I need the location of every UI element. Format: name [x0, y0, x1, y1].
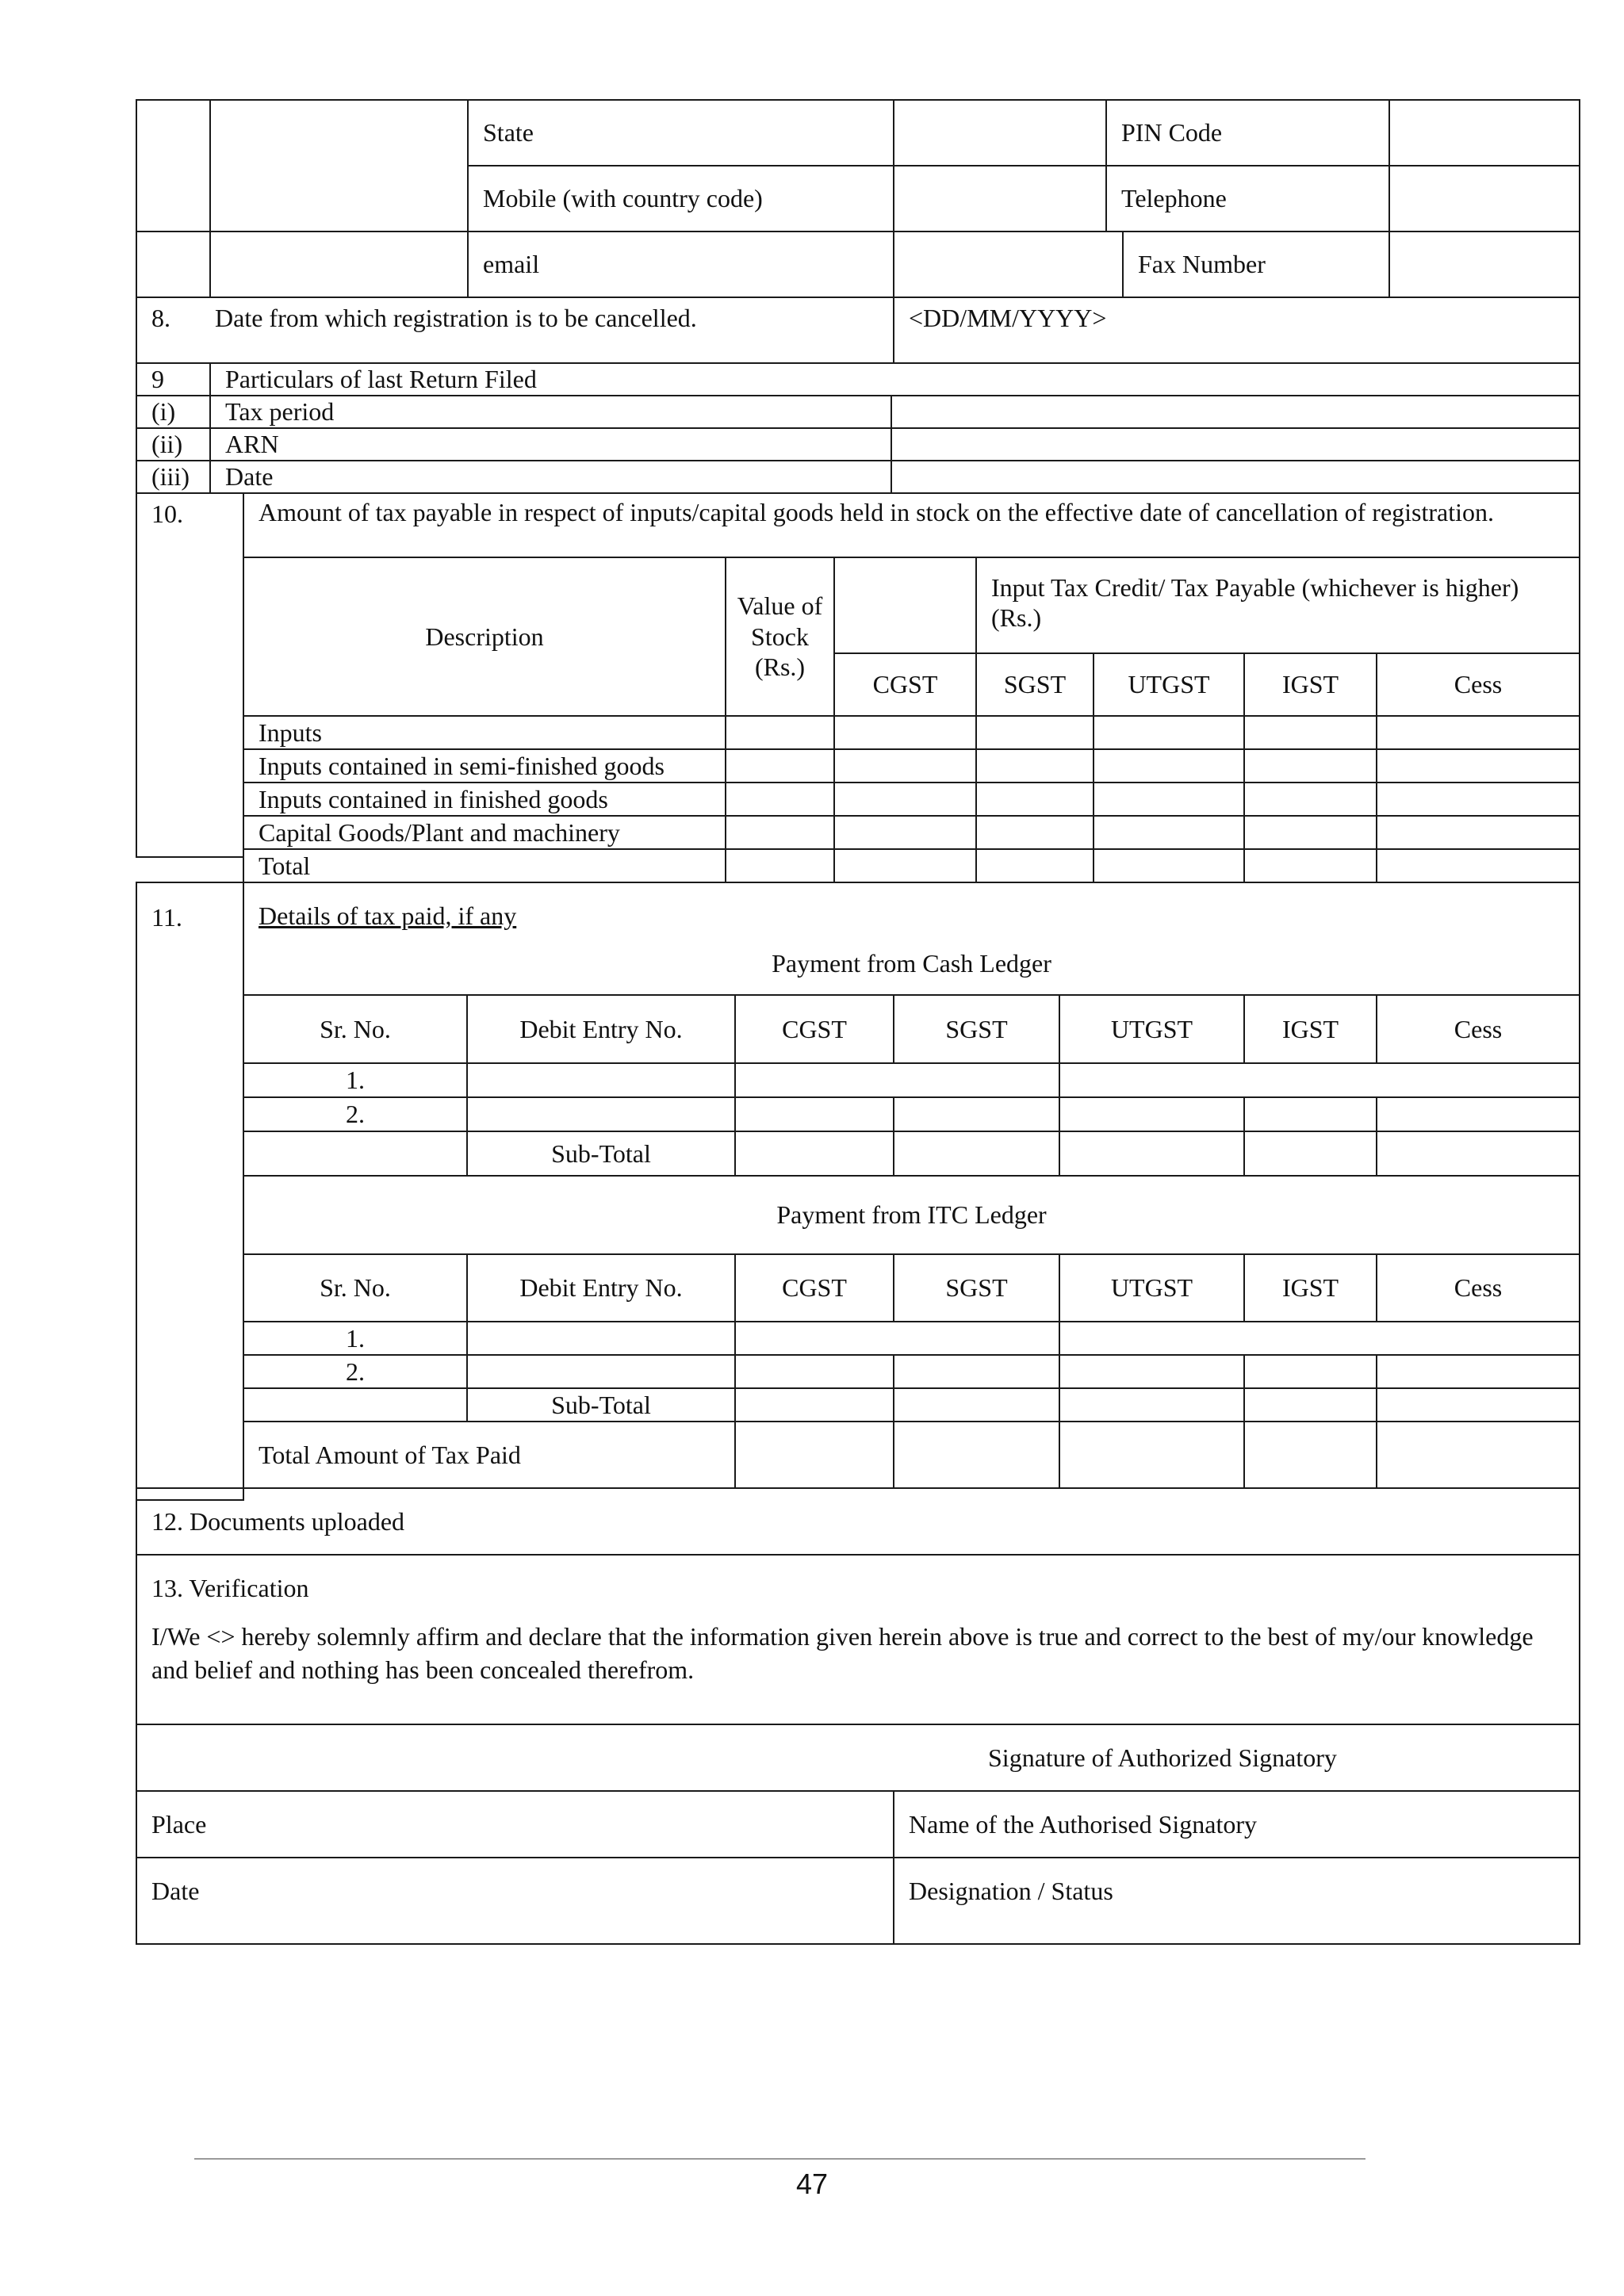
cgst-field[interactable]	[833, 815, 977, 850]
sgst-field[interactable]	[975, 782, 1094, 817]
cgst-header: CGST	[734, 994, 894, 1064]
fax-number-label: Fax Number	[1122, 231, 1390, 298]
sgst-field[interactable]	[975, 815, 1094, 850]
verification-declaration: I/We <> hereby solemnly affirm and declare that the information given herein above is true and correct to the best of my/our knowledge and belief and nothing has been concealed therefrom.	[151, 1622, 1534, 1684]
blank-num-cell	[136, 231, 211, 298]
sgst-total-field[interactable]	[893, 1421, 1060, 1489]
tax-paid-title: Details of tax paid, if any	[259, 901, 517, 930]
cess-field[interactable]	[1376, 715, 1580, 750]
blank-label-cell	[209, 231, 469, 298]
place-label: Place	[151, 1809, 207, 1839]
cess-header: Cess	[1376, 1253, 1580, 1322]
blank-cell	[243, 1387, 468, 1422]
igst-field[interactable]	[1243, 1354, 1377, 1389]
stock-value-field[interactable]	[725, 748, 835, 783]
arn-label: ARN	[209, 427, 892, 461]
section-number: 11.	[136, 882, 244, 1501]
igst-total-field[interactable]	[1243, 1421, 1377, 1489]
state-label: State	[467, 99, 894, 166]
igst-header: IGST	[1243, 1253, 1377, 1322]
debit-entry-header: Debit Entry No.	[466, 994, 736, 1064]
section-number: 10.	[136, 492, 244, 858]
igst-field[interactable]	[1243, 815, 1377, 850]
return-date-field[interactable]	[891, 460, 1580, 494]
sgst-header: SGST	[975, 652, 1094, 717]
telephone-label: Telephone	[1105, 165, 1390, 232]
cgst-field[interactable]	[833, 782, 977, 817]
igst-field[interactable]	[1243, 848, 1377, 883]
verification-label: 13. Verification	[151, 1574, 309, 1602]
cgst-field[interactable]	[833, 748, 977, 783]
stock-row-label: Capital Goods/Plant and machinery	[243, 815, 726, 850]
stock-total-label: Total	[243, 848, 726, 883]
cgst-header: CGST	[833, 652, 977, 717]
cgst-field[interactable]	[734, 1354, 894, 1389]
igst-field[interactable]	[1243, 782, 1377, 817]
igst-subtotal-field[interactable]	[1243, 1387, 1377, 1422]
registration-cancel-date-row	[136, 297, 894, 364]
serial-number: 1.	[243, 1062, 468, 1098]
sgst-field[interactable]	[893, 1354, 1060, 1389]
cess-field[interactable]	[1376, 782, 1580, 817]
value-of-stock-header: Value of Stock (Rs.)	[725, 557, 835, 717]
cess-total-field[interactable]	[1376, 1421, 1580, 1489]
igst-subtotal-field[interactable]	[1243, 1131, 1377, 1177]
return-date-label: Date	[209, 460, 892, 494]
serial-number: 1.	[243, 1321, 468, 1356]
debit-entry-field[interactable]	[466, 1321, 736, 1356]
state-field[interactable]	[893, 99, 1107, 166]
telephone-field[interactable]	[1388, 165, 1580, 232]
cess-header: Cess	[1376, 652, 1580, 717]
designation-label: Designation / Status	[909, 1877, 1113, 1905]
sub-total-label: Sub-Total	[466, 1387, 736, 1422]
blank-num-cell	[136, 99, 211, 232]
sgst-header: SGST	[893, 1253, 1060, 1322]
utgst-header: UTGST	[1093, 652, 1245, 717]
row-number: (iii)	[136, 460, 211, 494]
stock-value-field[interactable]	[725, 782, 835, 817]
designation-field[interactable]	[893, 1857, 1580, 1945]
cess-field[interactable]	[1376, 1096, 1580, 1132]
serial-number: 2.	[243, 1354, 468, 1389]
footer-rule	[194, 2158, 1365, 2160]
fax-number-field[interactable]	[1388, 231, 1580, 298]
utgst-total-field[interactable]	[1059, 1421, 1245, 1489]
blank-label-cell	[209, 99, 469, 232]
last-return-heading: Particulars of last Return Filed	[209, 362, 1580, 396]
page-number: 47	[795, 2168, 829, 2200]
cess-header: Cess	[1376, 994, 1580, 1064]
igst-header: IGST	[1243, 994, 1377, 1064]
section-label: Date from which registration is to be cancelled.	[215, 304, 697, 332]
mobile-field[interactable]	[893, 165, 1107, 232]
sgst-field[interactable]	[893, 1096, 1060, 1132]
stock-value-field[interactable]	[725, 815, 835, 850]
sgst-subtotal-field[interactable]	[893, 1387, 1060, 1422]
cess-field[interactable]	[1376, 848, 1580, 883]
serial-number: 2.	[243, 1096, 468, 1132]
cgst-field[interactable]	[833, 848, 977, 883]
cess-subtotal-field[interactable]	[1376, 1131, 1580, 1177]
blank-header-cell	[833, 557, 977, 654]
verification-block	[136, 1554, 1580, 1725]
signatory-name-label: Name of the Authorised Signatory	[909, 1809, 1258, 1839]
stock-value-field[interactable]	[725, 715, 835, 750]
stock-row-label: Inputs contained in semi-finished goods	[243, 748, 726, 783]
debit-entry-header: Debit Entry No.	[466, 1253, 736, 1322]
cess-field[interactable]	[1376, 748, 1580, 783]
utgst-field[interactable]	[1093, 815, 1245, 850]
pin-code-field[interactable]	[1388, 99, 1580, 166]
cgst-field[interactable]	[833, 715, 977, 750]
place-field[interactable]	[136, 1790, 894, 1858]
pin-code-label: PIN Code	[1105, 99, 1390, 166]
debit-entry-field[interactable]	[466, 1062, 736, 1098]
igst-field[interactable]	[1243, 1096, 1377, 1132]
utgst-subtotal-field[interactable]	[1059, 1131, 1245, 1177]
igst-field[interactable]	[1243, 748, 1377, 783]
cgst-sgst-field[interactable]	[734, 1062, 1060, 1098]
utgst-subtotal-field[interactable]	[1059, 1387, 1245, 1422]
cess-field[interactable]	[1376, 1354, 1580, 1389]
email-field[interactable]	[893, 231, 1124, 298]
cash-ledger-title: Payment from Cash Ledger	[772, 949, 1051, 978]
tax-period-label: Tax period	[209, 395, 892, 429]
gst-form-page	[136, 99, 1580, 1945]
cgst-field[interactable]	[734, 1096, 894, 1132]
mobile-label: Mobile (with country code)	[467, 165, 894, 232]
itc-ledger-title: Payment from ITC Ledger	[243, 1175, 1580, 1255]
description-header: Description	[243, 557, 726, 717]
utgst-field[interactable]	[1093, 748, 1245, 783]
blank-cell	[243, 1131, 468, 1177]
utgst-header: UTGST	[1059, 994, 1245, 1064]
signature-label: Signature of Authorized Signatory	[988, 1743, 1337, 1772]
row-number: (ii)	[136, 427, 211, 461]
section-number: 9	[136, 362, 211, 396]
sr-no-header: Sr. No.	[243, 1253, 468, 1322]
arn-field[interactable]	[891, 427, 1580, 461]
authorised-signatory-name-field[interactable]	[893, 1790, 1580, 1858]
total-tax-paid-label: Total Amount of Tax Paid	[243, 1421, 736, 1489]
date-label: Date	[151, 1877, 200, 1905]
utgst-field[interactable]	[1093, 715, 1245, 750]
sr-no-header: Sr. No.	[243, 994, 468, 1064]
stock-row-label: Inputs contained in finished goods	[243, 782, 726, 817]
cgst-subtotal-field[interactable]	[734, 1387, 894, 1422]
documents-uploaded-row[interactable]: 12. Documents uploaded	[136, 1487, 1580, 1556]
cgst-sgst-field[interactable]	[734, 1321, 1060, 1356]
sgst-field[interactable]	[975, 848, 1094, 883]
row-number: (i)	[136, 395, 211, 429]
utgst-field[interactable]	[1093, 782, 1245, 817]
signature-row	[136, 1724, 1580, 1792]
itc-header: Input Tax Credit/ Tax Payable (whichever is higher) (Rs.)	[975, 557, 1580, 654]
date-field[interactable]	[136, 1857, 894, 1945]
cgst-subtotal-field[interactable]	[734, 1131, 894, 1177]
cgst-header: CGST	[734, 1253, 894, 1322]
sgst-subtotal-field[interactable]	[893, 1131, 1060, 1177]
cgst-total-field[interactable]	[734, 1421, 894, 1489]
igst-header: IGST	[1243, 652, 1377, 717]
cess-field[interactable]	[1376, 815, 1580, 850]
sgst-field[interactable]	[975, 715, 1094, 750]
stock-value-field[interactable]	[725, 848, 835, 883]
section-number: 8.	[151, 304, 170, 332]
utgst-igst-cess-field[interactable]	[1059, 1321, 1580, 1356]
utgst-field[interactable]	[1059, 1096, 1245, 1132]
utgst-igst-cess-field[interactable]	[1059, 1062, 1580, 1098]
igst-field[interactable]	[1243, 715, 1377, 750]
utgst-header: UTGST	[1059, 1253, 1245, 1322]
cash-ledger-heading	[243, 882, 1580, 996]
utgst-field[interactable]	[1059, 1354, 1245, 1389]
debit-entry-field[interactable]	[466, 1354, 736, 1389]
cess-subtotal-field[interactable]	[1376, 1387, 1580, 1422]
tax-period-field[interactable]	[891, 395, 1580, 429]
debit-entry-field[interactable]	[466, 1096, 736, 1132]
date-placeholder: <DD/MM/YYYY>	[909, 304, 1107, 332]
cancel-date-field[interactable]	[893, 297, 1580, 364]
email-label: email	[467, 231, 894, 298]
sgst-header: SGST	[893, 994, 1060, 1064]
utgst-field[interactable]	[1093, 848, 1245, 883]
stock-tax-heading: Amount of tax payable in respect of inputs/capital goods held in stock on the effective date of cancellation of registration.	[243, 492, 1580, 558]
stock-row-label: Inputs	[243, 715, 726, 750]
sub-total-label: Sub-Total	[466, 1131, 736, 1177]
sgst-field[interactable]	[975, 748, 1094, 783]
